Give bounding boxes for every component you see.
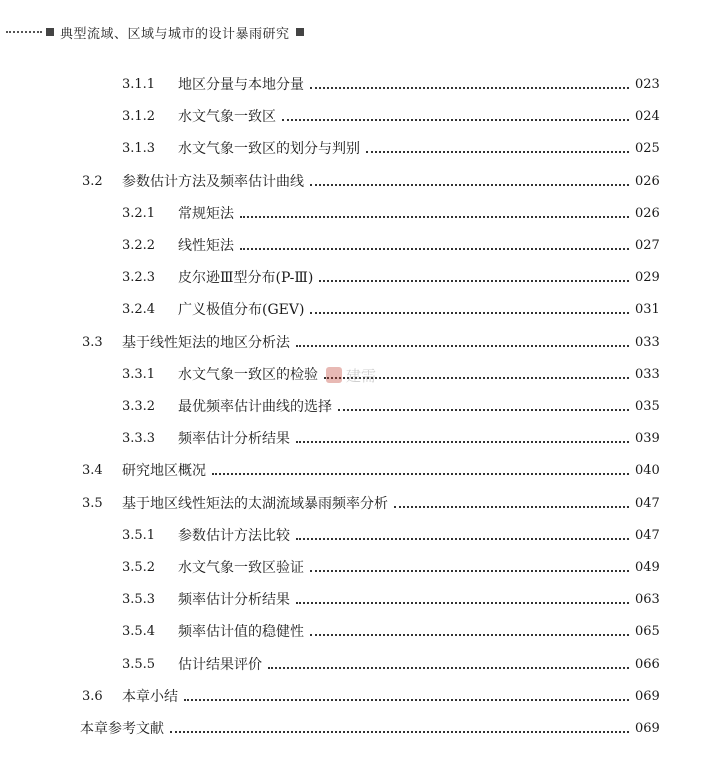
toc-entry-number: 3.5.1: [122, 527, 156, 543]
toc-entry-page: 065: [635, 623, 660, 639]
toc-dot-leader: [296, 602, 629, 604]
toc-entry[interactable]: [0, 169, 707, 193]
toc-entry-page: 047: [635, 527, 660, 543]
toc-entry-title: 本章小结: [122, 689, 178, 705]
toc-entry[interactable]: [0, 619, 707, 643]
header-title: 典型流域、区域与城市的设计暴雨研究: [60, 26, 290, 42]
toc-dot-leader: [268, 667, 629, 669]
toc-entry[interactable]: [0, 684, 707, 708]
toc-dot-leader: [310, 570, 629, 572]
toc-entry-page: 063: [635, 591, 660, 607]
toc-entry-page: 033: [635, 334, 660, 350]
toc-dot-leader: [310, 87, 629, 89]
toc-entry[interactable]: [0, 297, 707, 321]
toc-entry-page: 024: [635, 108, 660, 124]
header-square-left-icon: [46, 28, 54, 36]
header-square-right-icon: [296, 28, 304, 36]
toc-entry[interactable]: [0, 523, 707, 547]
toc-entry-number: 3.3: [82, 334, 103, 350]
toc-entry-page: 040: [635, 462, 660, 478]
toc-entry-title: 估计结果评价: [178, 657, 262, 673]
toc-entry-number: 3.1.1: [122, 76, 156, 92]
toc-entry-number: 3.2.1: [122, 205, 156, 221]
toc-entry-title: 频率估计值的稳健性: [178, 624, 304, 640]
toc-entry-number: 3.5.2: [122, 559, 156, 575]
toc-entry-number: 3.5.4: [122, 623, 156, 639]
toc-entry[interactable]: [0, 458, 707, 482]
toc-dot-leader: [296, 441, 629, 443]
header-dotted-rule: [6, 31, 42, 33]
toc-entry-number: 3.3.2: [122, 398, 156, 414]
toc-dot-leader: [240, 216, 629, 218]
toc-entry-title: 基于线性矩法的地区分析法: [122, 335, 290, 351]
toc-dot-leader: [394, 506, 629, 508]
toc-entry-title: 广义极值分布(GEV): [178, 302, 305, 318]
toc-entry[interactable]: [0, 265, 707, 289]
toc-entry-title: 频率估计分析结果: [178, 431, 290, 447]
toc-entry-page: 029: [635, 269, 660, 285]
toc-entry-number: 3.4: [82, 462, 103, 478]
toc-entry-title: 水文气象一致区验证: [178, 560, 304, 576]
toc-entry-number: 3.2.3: [122, 269, 156, 285]
toc-entry-title: 常规矩法: [178, 206, 234, 222]
toc-entry[interactable]: [0, 716, 707, 740]
toc-entry-number: 3.3.3: [122, 430, 156, 446]
toc-entry-page: 031: [635, 301, 660, 317]
toc-entry-title: 频率估计分析结果: [178, 592, 290, 608]
toc-entry[interactable]: [0, 330, 707, 354]
toc-entry[interactable]: [0, 426, 707, 450]
toc-entry-title: 参数估计方法及频率估计曲线: [122, 174, 304, 190]
toc-entry-number: 3.5: [82, 495, 103, 511]
toc-entry[interactable]: [0, 72, 707, 96]
toc-entry-number: 3.6: [82, 688, 103, 704]
toc-entry-title: 水文气象一致区的检验: [178, 367, 318, 383]
watermark: [326, 364, 396, 386]
running-header: [0, 20, 707, 44]
toc-entry-title: 水文气象一致区: [178, 109, 276, 125]
toc-entry-page: 033: [635, 366, 660, 382]
toc-entry-page: 039: [635, 430, 660, 446]
toc-dot-leader: [296, 538, 629, 540]
toc-entry-title: 最优频率估计曲线的选择: [178, 399, 332, 415]
toc-entry-number: 3.2: [82, 173, 103, 189]
toc-entry[interactable]: [0, 555, 707, 579]
toc-entry-page: 066: [635, 656, 660, 672]
toc-entry-title: 参数估计方法比较: [178, 528, 290, 544]
toc-entry-title: 地区分量与本地分量: [178, 77, 304, 93]
toc-entry-number: 3.3.1: [122, 366, 156, 382]
toc-entry[interactable]: [0, 201, 707, 225]
toc-entry-number: 3.2.2: [122, 237, 156, 253]
toc-entry-title: 基于地区线性矩法的太湖流域暴雨频率分析: [122, 496, 388, 512]
toc-entry-page: 027: [635, 237, 660, 253]
toc-entry[interactable]: [0, 104, 707, 128]
toc-entry[interactable]: [0, 394, 707, 418]
toc-dot-leader: [310, 634, 629, 636]
toc-dot-leader: [310, 312, 629, 314]
toc-entry[interactable]: [0, 136, 707, 160]
toc-entry-page: 023: [635, 76, 660, 92]
toc-entry-title: 研究地区概况: [122, 463, 206, 479]
toc-dot-leader: [184, 699, 629, 701]
toc-entry-title: 线性矩法: [178, 238, 234, 254]
watermark-logo-icon: [326, 367, 342, 383]
toc-entry[interactable]: [0, 233, 707, 257]
toc-entry[interactable]: [0, 652, 707, 676]
toc-entry-title: 水文气象一致区的划分与判别: [178, 141, 360, 157]
toc-entry-page: 035: [635, 398, 660, 414]
toc-dot-leader: [310, 184, 629, 186]
toc-dot-leader: [319, 280, 629, 282]
toc-entry-number: 3.2.4: [122, 301, 156, 317]
toc-dot-leader: [212, 473, 629, 475]
toc-entry-number: 3.1.2: [122, 108, 156, 124]
toc-dot-leader: [338, 409, 629, 411]
toc-entry-page: 025: [635, 140, 660, 156]
toc-entry-page: 026: [635, 205, 660, 221]
toc-dot-leader: [282, 119, 629, 121]
watermark-text: 建需: [346, 366, 377, 385]
toc-entry[interactable]: [0, 491, 707, 515]
toc-dot-leader: [240, 248, 629, 250]
toc-dot-leader: [170, 731, 629, 733]
toc-entry-number: 3.1.3: [122, 140, 156, 156]
toc-entry-title: 本章参考文献: [80, 721, 164, 737]
toc-entry-page: 026: [635, 173, 660, 189]
toc-entry-title: 皮尔逊Ⅲ型分布(P-Ⅲ): [178, 270, 314, 286]
toc-entry-page: 069: [635, 720, 660, 736]
toc-dot-leader: [296, 345, 629, 347]
toc-entry-page: 049: [635, 559, 660, 575]
toc-dot-leader: [366, 151, 629, 153]
toc-entry-page: 069: [635, 688, 660, 704]
toc-entry[interactable]: [0, 587, 707, 611]
toc-entry-number: 3.5.5: [122, 656, 156, 672]
toc-entry-number: 3.5.3: [122, 591, 156, 607]
toc-entry-page: 047: [635, 495, 660, 511]
